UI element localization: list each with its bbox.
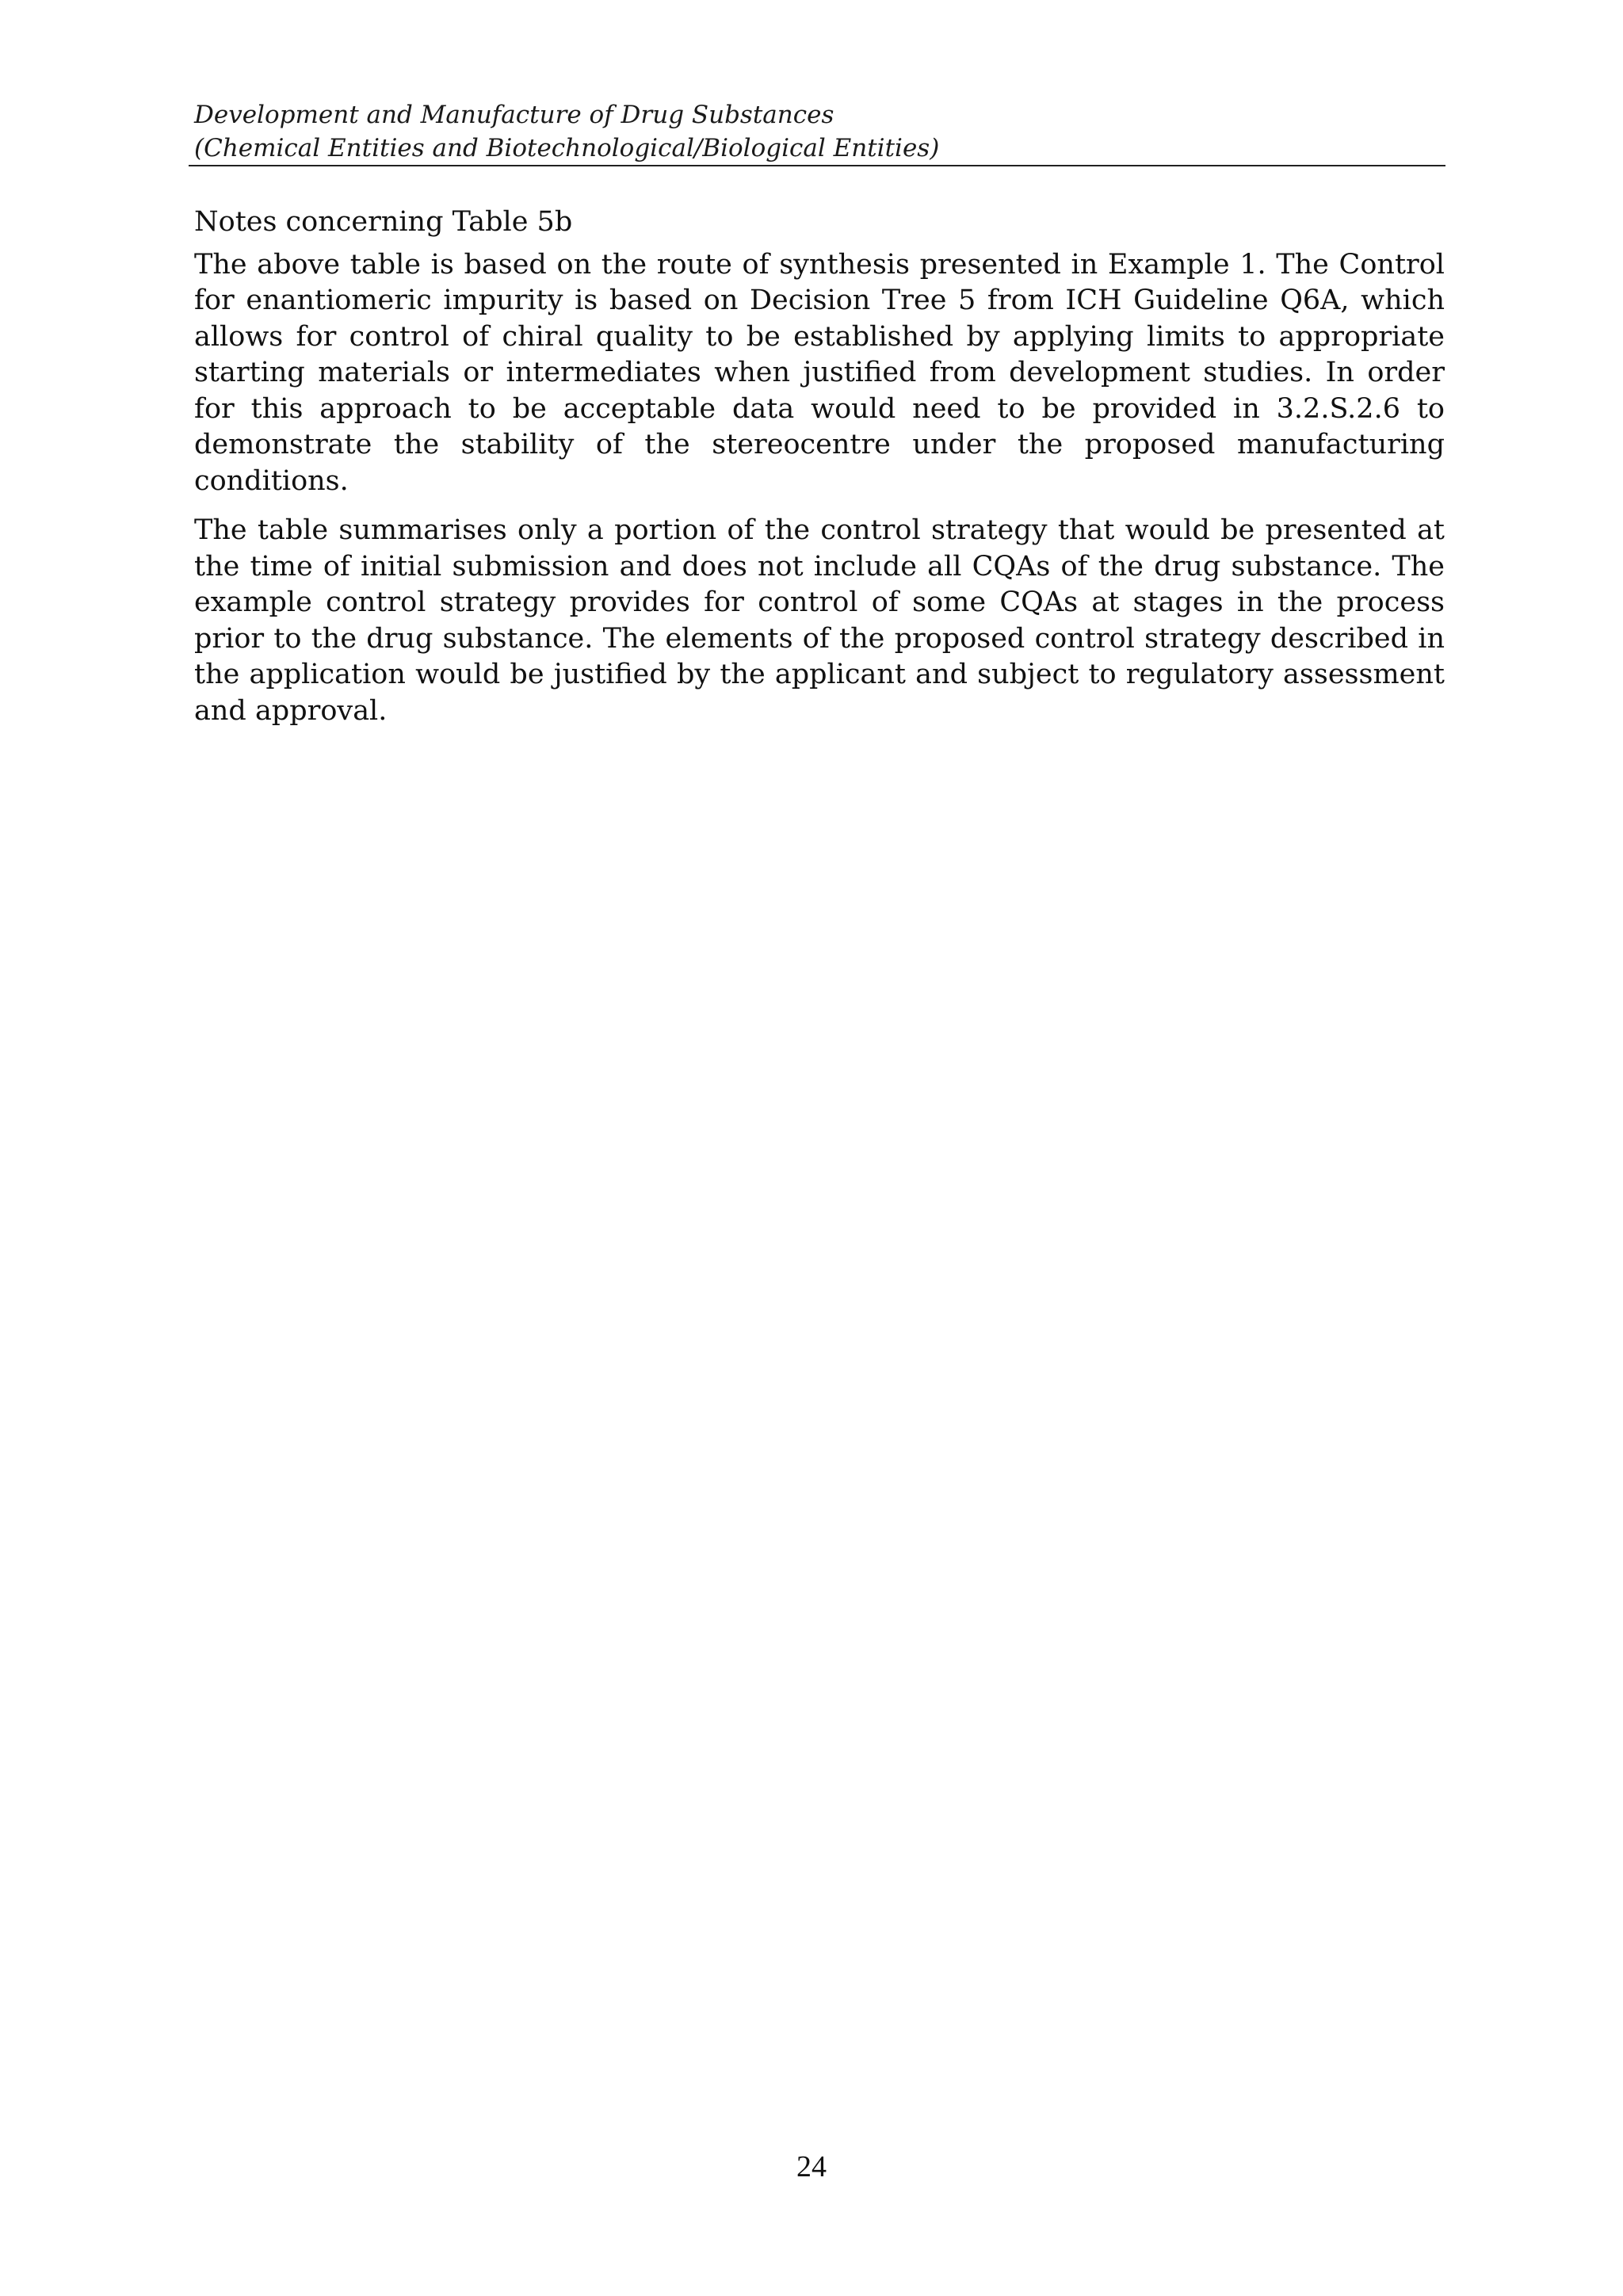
document-body [194, 204, 1445, 729]
header-title-line2: (Chemical Entities and Biotechnological/Biological Entities) [194, 134, 940, 162]
notes-heading: Notes concerning Table 5b [194, 206, 573, 238]
paragraph-control-strategy: The table summarises only a portion of the control strategy that would be presented at the time of initial submission and does not include all CQAs of the drug substance. The example control strategy provides for control of some CQAs at stages in the process prior to the drug substance. The elements of the proposed control strategy described in the application would be justified by the applicant and subject to regulatory assessment and approval. [194, 514, 1445, 727]
header-divider [189, 165, 1445, 166]
page-number: 24 [796, 2150, 827, 2183]
header-title-line1: Development and Manufacture of Drug Substances [194, 101, 834, 129]
paragraph-enantiomeric-control: The above table is based on the route of synthesis presented in Example 1. The Control for enantiomeric impurity is based on Decision Tree 5 from ICH Guideline Q6A, which allows for control of chiral quality to be established by applying limits to appropriate starting materials or intermediates when justified from development studies. In order for this approach to be acceptable data would need to be provided in 3.2.S.2.6 to demonstrate the stability of the stereocentre under the proposed manufacturing conditions. [194, 248, 1445, 497]
page-header [194, 98, 1445, 165]
